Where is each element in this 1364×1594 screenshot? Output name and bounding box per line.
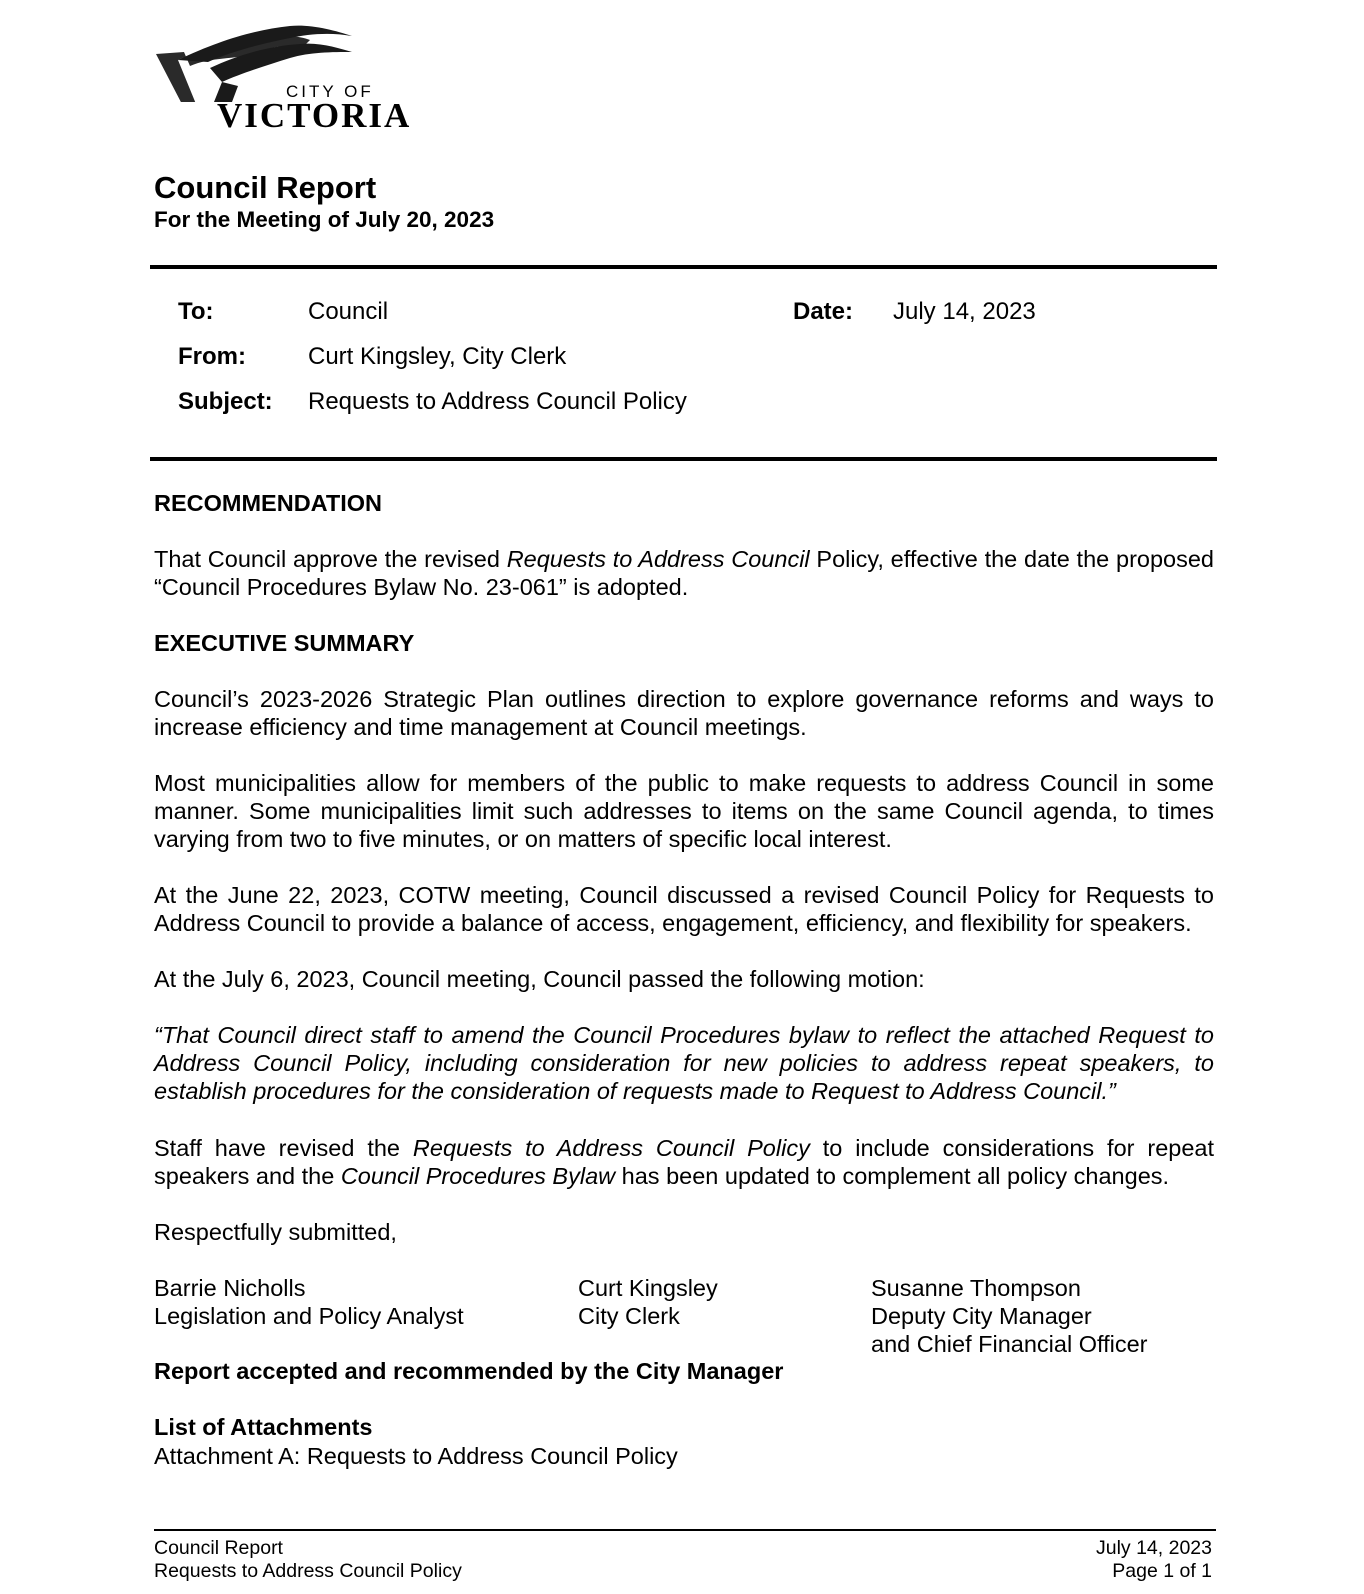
recommendation-heading: RECOMMENDATION — [154, 490, 383, 516]
signatory-2 — [578, 1274, 718, 1330]
closing-text: Respectfully submitted, — [154, 1219, 397, 1245]
footer-report-subject: Requests to Address Council Policy — [154, 1560, 462, 1582]
subject-label: Subject: — [178, 388, 273, 415]
signatory-title-line2: and Chief Financial Officer — [871, 1331, 1148, 1357]
attachment-item: Attachment A: Requests to Address Council Policy — [154, 1443, 678, 1469]
date-value: July 14, 2023 — [893, 298, 1036, 325]
signatory-name: Curt Kingsley — [578, 1275, 718, 1301]
signatory-name: Susanne Thompson — [871, 1275, 1081, 1301]
from-label: From: — [178, 343, 246, 370]
recommendation-text-part2: Policy, effective the date the proposed “Council Procedures Bylaw No. 23-061” is adopted. — [154, 546, 1214, 600]
p6-part-e: has been updated to complement all policy changes. — [615, 1163, 1170, 1189]
signatory-3 — [871, 1274, 1147, 1358]
footer-page-number: Page 1 of 1 — [1112, 1560, 1212, 1582]
footer-date: July 14, 2023 — [1095, 1537, 1212, 1559]
recommendation-text — [154, 545, 1214, 601]
header-divider-bottom — [150, 457, 1217, 461]
summary-paragraph-2: Most municipalities allow for members of the public to make requests to address Council in some manner. Some municipalities limit such addresses to items on the same Council agenda, to times varying from two to five minutes, or on matters of specific local interest. — [154, 770, 1214, 852]
summary-paragraph-1: Council’s 2023-2026 Strategic Plan outlines direction to explore governance reforms and ways to increase efficiency and time management at Council meetings. — [154, 686, 1214, 740]
attachments-heading: List of Attachments — [154, 1414, 373, 1440]
from-value: Curt Kingsley, City Clerk — [308, 343, 567, 370]
logo-text-city-of: CITY OF — [286, 82, 374, 101]
p6-policy-name: Requests to Address Council Policy — [412, 1135, 810, 1161]
recommendation-policy-name: Requests to Address Council — [506, 546, 810, 572]
executive-summary-heading: EXECUTIVE SUMMARY — [154, 630, 415, 656]
signatory-title: City Clerk — [578, 1303, 680, 1329]
header-divider-top — [150, 265, 1217, 269]
motion-quote: “That Council direct staff to amend the Council Procedures bylaw to reflect the attached Request to Address Council Policy, including consideration for new policies to address repeat speakers, to establish procedures for the consideration of requests made to Request to Address Council.” — [154, 1022, 1214, 1104]
footer-report-label: Council Report — [154, 1537, 283, 1559]
summary-paragraph-6 — [154, 1134, 1214, 1190]
p6-bylaw-name: Council Procedures Bylaw — [340, 1163, 616, 1189]
to-value: Council — [308, 298, 389, 325]
signatory-title: Legislation and Policy Analyst — [154, 1303, 464, 1329]
summary-paragraph-3: At the June 22, 2023, COTW meeting, Council discussed a revised Council Policy for Requests to Address Council to provide a balance of access, engagement, efficiency, and flexibility for speakers. — [154, 882, 1214, 936]
report-subtitle: For the Meeting of July 20, 2023 — [154, 207, 495, 232]
recommendation-text-part1: That Council approve the revised — [154, 546, 507, 572]
report-title: Council Report — [154, 170, 377, 205]
footer-left — [154, 1537, 462, 1583]
logo-text-victoria: VICTORIA — [217, 96, 412, 135]
signatory-title: Deputy City Manager — [871, 1303, 1092, 1329]
p6-part-a: Staff have revised the — [154, 1135, 413, 1161]
signatory-name: Barrie Nicholls — [154, 1275, 306, 1301]
summary-paragraph-4: At the July 6, 2023, Council meeting, Council passed the following motion: — [154, 966, 925, 992]
city-of-victoria-logo — [150, 22, 410, 140]
p6-part-c: to include considerations for repeat speakers and the — [154, 1135, 1215, 1189]
subject-value: Requests to Address Council Policy — [308, 388, 687, 415]
city-manager-acceptance: Report accepted and recommended by the City Manager — [154, 1358, 784, 1384]
signatory-1 — [154, 1274, 464, 1330]
date-label: Date: — [793, 298, 854, 325]
to-label: To: — [178, 298, 214, 325]
footer-right — [1096, 1537, 1212, 1583]
footer-divider — [154, 1529, 1216, 1531]
